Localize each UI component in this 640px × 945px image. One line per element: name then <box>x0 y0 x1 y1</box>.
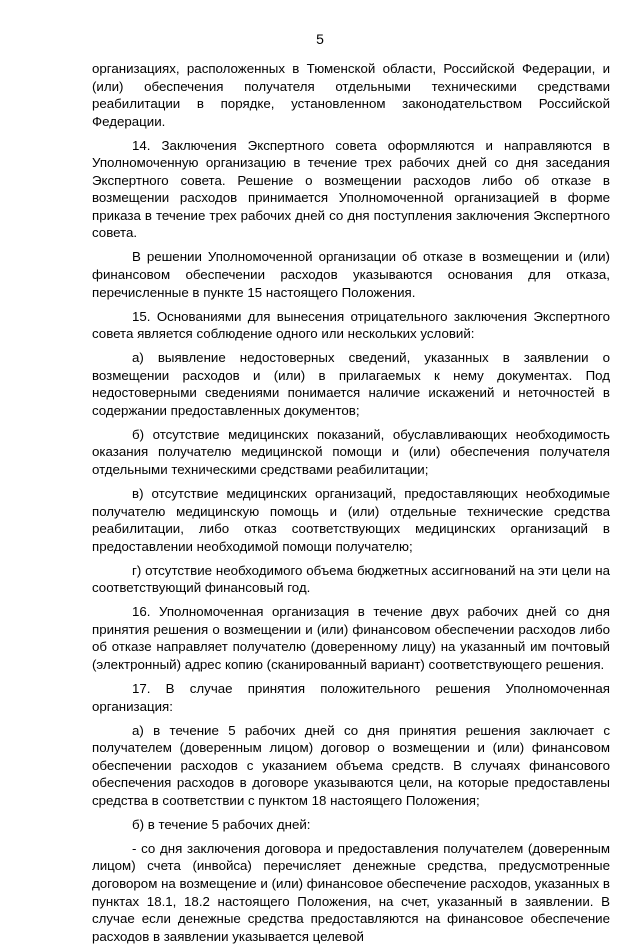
paragraph-clause-17-b: б) в течение 5 рабочих дней: <box>132 816 311 832</box>
paragraph-refusal-decision: В решении Уполномоченной организации об отказе в возмещении и (или) финансовом обеспечении расходов указываются основания для отказа, перечисленные в пункте 15 настоящего Положения. <box>92 249 610 300</box>
paragraph-clause-15-g: г) отсутствие необходимого объема бюджетных ассигнований на эти цели на соответствующий финансовый год. <box>92 562 610 596</box>
paragraph-clause-15-b: б) отсутствие медицинских показаний, обуславливающих необходимость оказания получателю медицинской помощи и (или) обеспечения получателя отдельными техническими средствами реабилитации; <box>92 426 610 477</box>
paragraph-continuation: организациях, расположенных в Тюменской области, Российской Федерации, и (или) обеспечения получателя отдельными техническими средствами реабилитации в порядке, установленном законодательством Российской Федерации. <box>92 61 610 129</box>
paragraph-clause-17-a: а) в течение 5 рабочих дней со дня принятия решения заключает с получателем (доверенным лицом) договор о возмещении и (или) финансовом обеспечении расходов с указанием объема средств. В случаях финансового обеспечения расходов в договоре указываются цели, на которые предоставлены средства в соответствии с пунктом 18 настоящего Положения; <box>92 722 610 808</box>
paragraph-clause-17: 17. В случае принятия положительного решения Уполномоченная организация: <box>92 681 610 714</box>
paragraph-clause-15-v: в) отсутствие медицинских организаций, предоставляющих необходимые получателю медицинскую помощь и (или) отдельные технические средства реабилитации, либо отказ соответствующих медицинских организаций в предоставлении необходимой помощи получателю; <box>92 486 610 554</box>
paragraph-clause-14: 14. Заключения Экспертного совета оформляются и направляются в Уполномоченную организацию в течение трех рабочих дней со дня заседания Экспертного совета. Решение о возмещении расходов либо об отказе в возмещении расходов принимается Уполномоченной организацией в форме приказа в течение трех рабочих дней со дня поступления заключения Экспертного совета. <box>92 137 610 241</box>
document-body <box>92 60 610 945</box>
paragraph-clause-15: 15. Основаниями для вынесения отрицательного заключения Экспертного совета является соблюдение одного или нескольких условий: <box>92 308 610 342</box>
paragraph-clause-15-a: а) выявление недостоверных сведений, указанных в заявлении о возмещении расходов и (или) в прилагаемых к нему документах. Под недостоверными сведениями понимается наличие искажений и неточностей в содержании предоставленных документов; <box>92 350 610 418</box>
page-number: 5 <box>316 31 324 47</box>
paragraph-clause-16: 16. Уполномоченная организация в течение двух рабочих дней со дня принятия решения о возмещении и (или) финансовом обеспечении расходов либо об отказе направляет получателю (доверенному лицу) на указанный им почтовый (электронный) адрес копию (сканированный вариант) соответствующего решения. <box>92 604 610 672</box>
paragraph-clause-17-b-item: - со дня заключения договора и предоставления получателем (доверенным лицом) счета (инвойса) перечисляет денежные средства, предусмотренные договором на возмещение и (или) финансовое обеспечение расходов, указанных в пунктах 18.1, 18.2 настоящего Положения, на счет, указанный в заявлении. В случае если денежные средства предоставляются на финансовое обеспечение расходов в заявлении указывается целевой <box>92 840 610 944</box>
